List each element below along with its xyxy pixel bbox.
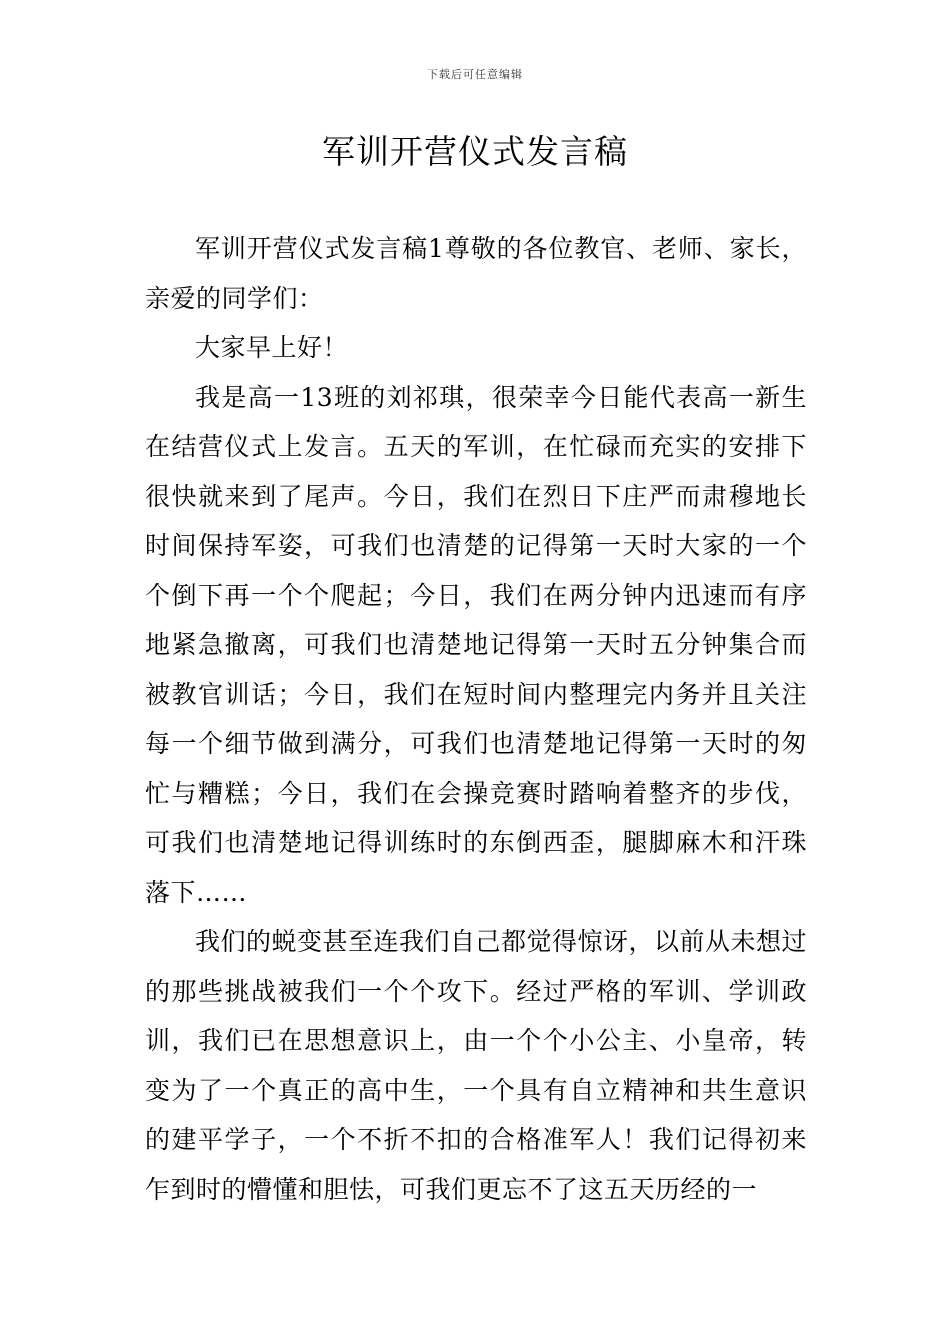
paragraph-body-2: 我们的蜕变甚至连我们自己都觉得惊讶，以前从未想过的那些挑战被我们一个个攻下。经过严格的军训、学训政训，我们已在思想意识上，由一个个小公主、小皇帝，转变为了一个真正的高中生，一个具有自立精神和共生意识的建平学子，一个不折不扣的合格准军人！我们记得初来乍到时的懵懂和胆怯，可我们更忘不了这五天历经的一 bbox=[145, 927, 808, 1204]
header-note: 下载后可任意编辑 bbox=[427, 68, 523, 81]
paragraph-salutation: 军训开营仪式发言稿1尊敬的各位教官、老师、家长，亲爱的同学们： bbox=[145, 234, 807, 313]
document-title: 军训开营仪式发言稿 bbox=[322, 132, 628, 171]
paragraph-greeting: 大家早上好！ bbox=[195, 333, 349, 362]
document-body bbox=[145, 224, 807, 1214]
paragraph-body-1: 我是高一13班的刘祁琪，很荣幸今日能代表高一新生在结营仪式上发言。五天的军训，在忙碌而充实的安排下很快就来到了尾声。今日，我们在烈日下庄严而肃穆地长时间保持军姿，可我们也清楚的记得第一天时大家的一个个倒下再一个个爬起；今日，我们在两分钟内迅速而有序地紧急撤离，可我们也清楚地记得第一天时五分钟集合而被教官训话；今日，我们在短时间内整理完内务并且关注每一个细节做到满分，可我们也清楚地记得第一天时的匆忙与糟糕；今日，我们在会操竞赛时踏响着整齐的步伐，可我们也清楚地记得训练时的东倒西歪，腿脚麻木和汗珠落下…… bbox=[145, 382, 807, 907]
